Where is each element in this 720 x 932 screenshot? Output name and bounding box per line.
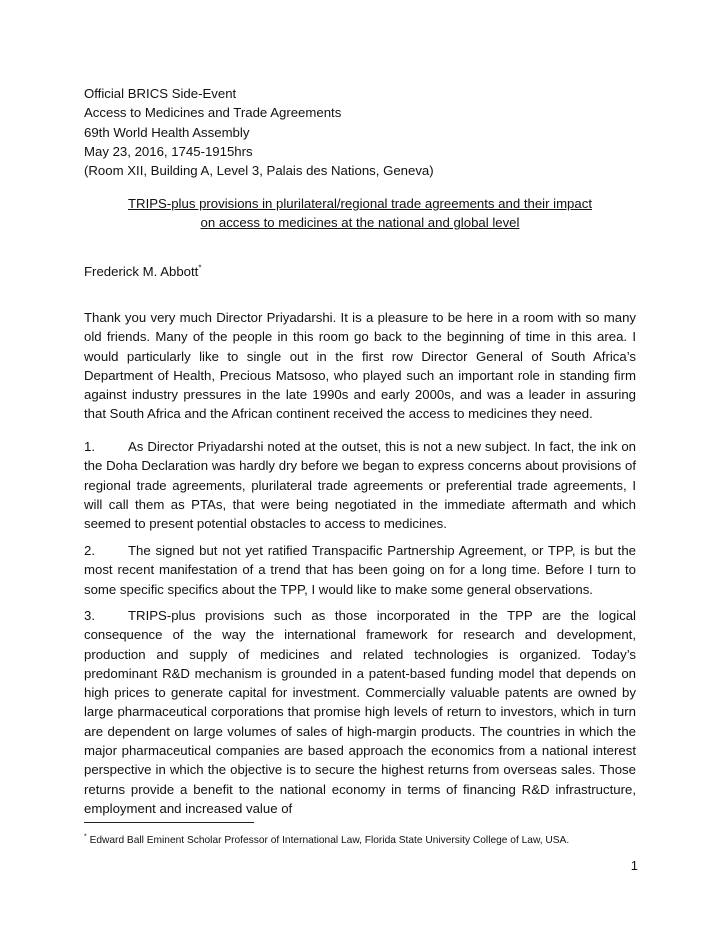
footnote-divider [84, 822, 254, 823]
title-line-1: TRIPS-plus provisions in plurilateral/regional trade agreements and their impact [128, 196, 592, 211]
footnote [84, 834, 636, 848]
event-header-line: 69th World Health Assembly [84, 124, 250, 140]
numbered-paragraph-1 [84, 437, 636, 533]
event-header-line: Access to Medicines and Trade Agreements [84, 105, 342, 121]
paragraph-number: 3. [84, 608, 95, 623]
author-footnote-mark: * [198, 263, 202, 273]
paragraph-text: As Director Priyadarshi noted at the outset, this is not a new subject. In fact, the ink on the Doha Declaration was hardly dry before we began to express concerns about provisions of regional trade agreements, plurilateral trade agreements or preferential trade agreements, I will call them as PTAs, that were being negotiated in the immediate aftermath and which seemed to present potential obstacles to access to medicines. [84, 439, 636, 532]
event-header-line: May 23, 2016, 1745-1915hrs [84, 143, 253, 159]
numbered-paragraph-3 [84, 606, 636, 818]
paragraph-number: 1. [84, 439, 95, 454]
paragraph-text: The signed but not yet ratified Transpacific Partnership Agreement, or TPP, is but the most recent manifestation of a trend that has been going on for a long time. Before I turn to some specific specifics about the TPP, I would like to make some general observations. [84, 543, 636, 597]
document-title [84, 194, 636, 233]
event-header-line: Official BRICS Side-Event [84, 86, 237, 101]
paragraph-text: TRIPS-plus provisions such as those incorporated in the TPP are the logical consequence of the way the international framework for research and development, production and supply of medicines and related technologies is organized. Today’s predominant R&D mechanism is grounded in a patent-based funding model that depends on high prices to generate capital for investment. Commercially valuable patents are owned by large pharmaceutical corporations that promise high levels of return to investors, which in turn are dependent on large volumes of sales of high-margin products. The countries in which the major pharmaceutical companies are based approach the economics from a national interest perspective in which the objective is to secure the highest returns from overseas sales. Those returns provide a benefit to the national economy in terms of financing R&D infrastructure, employment and increased value of [84, 608, 636, 816]
author-name: Frederick M. Abbott [84, 264, 199, 279]
title-line-2: on access to medicines at the national and global level [200, 215, 520, 231]
numbered-paragraph-2 [84, 541, 636, 599]
intro-paragraph: Thank you very much Director Priyadarshi. It is a pleasure to be here in a room with so many old friends. Many of the people in this room go back to the beginning of time in this area. I would particularly like to single out in the first row Director General of South Africa’s Department of Health, Precious Matsoso, who played such an important role in standing firm against industry pressures in the late 1990s and early 2000s, and was a leader in assuring that South Africa and the African continent received the access to medicines they need. [84, 310, 636, 422]
footnote-mark: * [84, 833, 87, 841]
paragraph-number: 2. [84, 543, 95, 558]
event-header [84, 84, 636, 180]
page-number: 1 [630, 858, 638, 873]
footnote-text: Edward Ball Eminent Scholar Professor of International Law, Florida State University College of Law, USA. [86, 835, 570, 846]
event-header-line: (Room XII, Building A, Level 3, Palais des Nations, Geneva) [84, 163, 434, 179]
author-line [84, 262, 636, 281]
